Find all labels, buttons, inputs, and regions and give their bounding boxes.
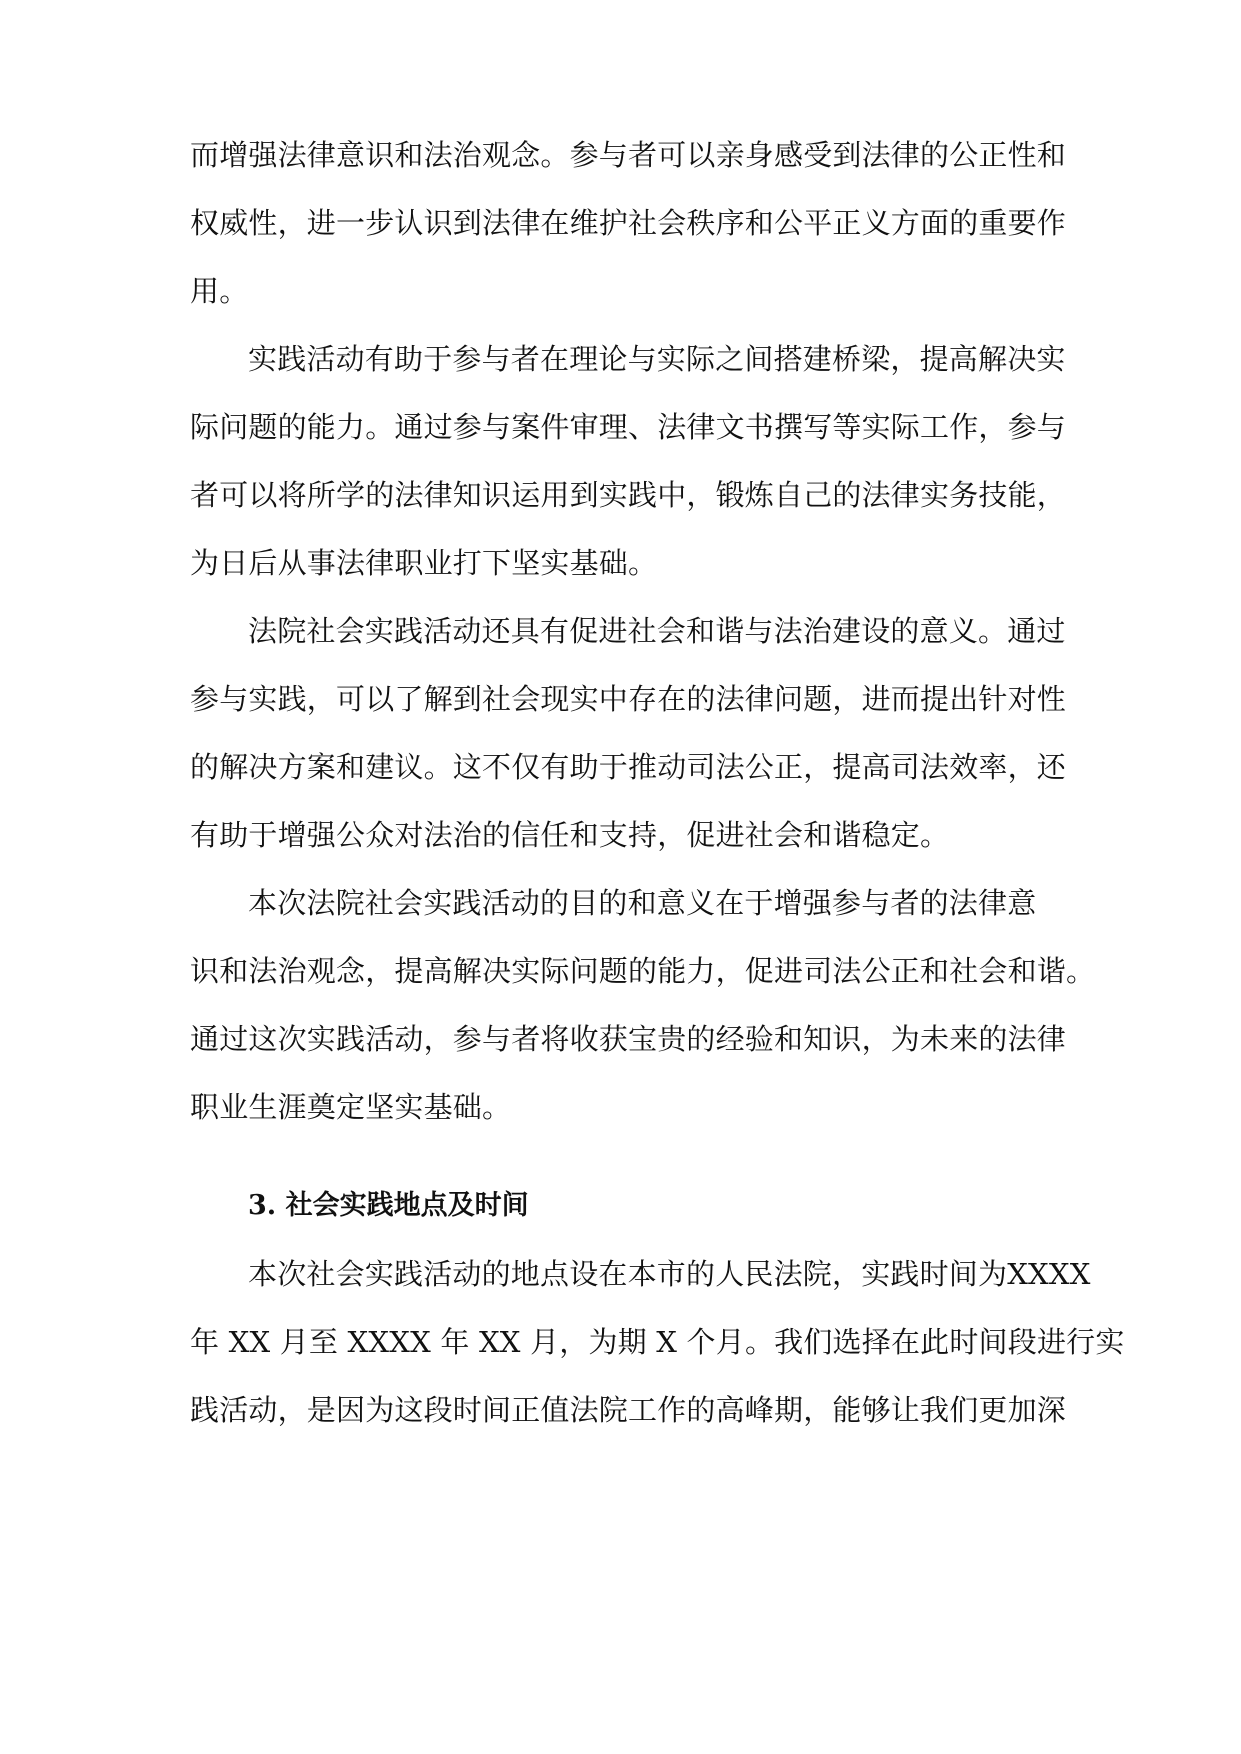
paragraph-4-line-2: 识和法治观念，提高解决实际问题的能力，促进司法公正和社会和谐。	[190, 954, 1096, 988]
section-heading: 3. 社会实践地点及时间	[248, 1190, 529, 1221]
paragraph-5-line-1: 本次社会实践活动的地点设在本市的人民法院，实践时间为XXXX	[248, 1257, 1091, 1291]
paragraph-2-line-3: 者可以将所学的法律知识运用到实践中，锻炼自己的法律实务技能，	[190, 478, 1067, 512]
paragraph-4-line-3: 通过这次实践活动，参与者将收获宝贵的经验和知识，为未来的法律	[190, 1022, 1067, 1056]
paragraph-5-line-3: 践活动，是因为这段时间正值法院工作的高峰期，能够让我们更加深	[190, 1393, 1067, 1427]
paragraph-3-line-1: 法院社会实践活动还具有促进社会和谐与法治建设的意义。通过	[248, 614, 1066, 648]
paragraph-3-line-4: 有助于增强公众对法治的信任和支持，促进社会和谐稳定。	[190, 818, 950, 852]
paragraph-2-line-1: 实践活动有助于参与者在理论与实际之间搭建桥梁，提高解决实	[248, 342, 1066, 376]
paragraph-1-line-3: 用。	[190, 274, 249, 308]
paragraph-1-line-1: 而增强法律意识和法治观念。参与者可以亲身感受到法律的公正性和	[190, 138, 1067, 172]
paragraph-3-line-3: 的解决方案和建议。这不仅有助于推动司法公正，提高司法效率，还	[190, 750, 1067, 784]
paragraph-4-line-1: 本次法院社会实践活动的目的和意义在于增强参与者的法律意	[248, 886, 1037, 920]
paragraph-2-line-2: 际问题的能力。通过参与案件审理、法律文书撰写等实际工作，参与	[190, 410, 1067, 444]
paragraph-2-line-4: 为日后从事法律职业打下坚实基础。	[190, 546, 658, 580]
paragraph-1-line-2: 权威性，进一步认识到法律在维护社会秩序和公平正义方面的重要作	[190, 206, 1067, 240]
paragraph-4-line-4: 职业生涯奠定坚实基础。	[190, 1090, 512, 1124]
paragraph-3-line-2: 参与实践，可以了解到社会现实中存在的法律问题，进而提出针对性	[190, 682, 1067, 716]
paragraph-5-line-2: 年 XX 月至 XXXX 年 XX 月，为期 X 个月。我们选择在此时间段进行实	[190, 1325, 1125, 1359]
